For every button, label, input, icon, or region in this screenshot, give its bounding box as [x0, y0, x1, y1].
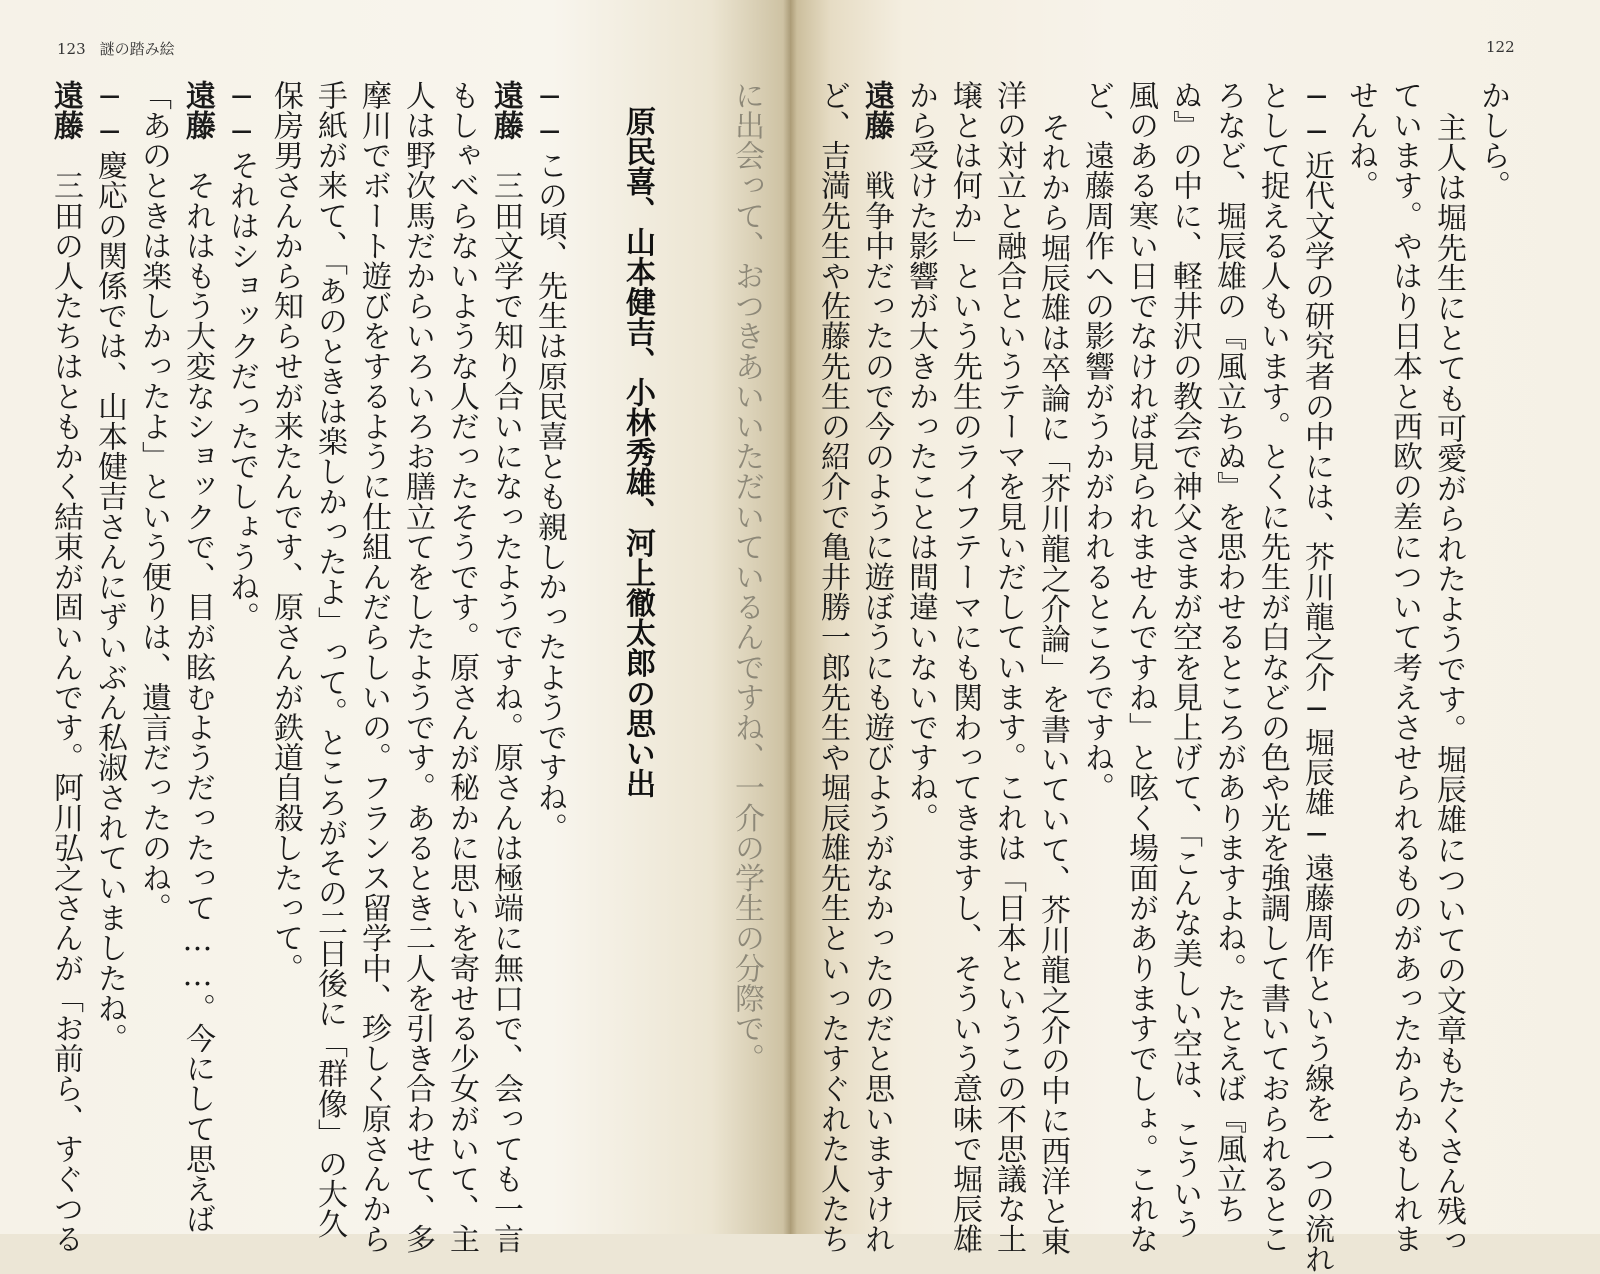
column-text: 人は野次馬だからいろいろお膳立てをしたようです。あるとき二人を引き合わせて、多 [400, 80, 435, 1254]
column-text: もしゃべらないような人だったそうです。原さんが秘かに思いを寄せる少女がいて、主 [444, 80, 479, 1254]
column-text: から受けた影響が大きかったことは間違いないですね。 [903, 80, 938, 833]
text-column [43, 80, 87, 1254]
text-column [986, 80, 1030, 1254]
text-column [307, 80, 351, 1239]
column-text: 摩川でボート遊びをするように仕組んだらしいの。フランス留学中、珍しく原さんから [356, 80, 391, 1254]
text-column [87, 80, 131, 1220]
column-text: 「あのときは楽しかったよ」という便りは、遺言だったのね。 [136, 80, 171, 923]
text-column [1118, 80, 1162, 1254]
text-column [483, 80, 527, 1254]
column-text: ど、遠藤周作への影響がうかがわれるところですね。 [1079, 80, 1114, 803]
column-speaker: 遠藤 [180, 80, 215, 141]
text-column [1338, 80, 1382, 1220]
column-text: それはもう大変なショックで、目が眩むようだったって……。今にして思えば [180, 140, 215, 1234]
column-speaker: 遠藤 [488, 80, 523, 141]
column-text: に出会って、おつきあいいただいているんですね、一介の学生の分際で。 [729, 80, 764, 1074]
text-column [131, 80, 175, 1220]
column-text: ──この頃、先生は原民喜とも親しかったようですね。 [532, 80, 567, 843]
column-text: 風のある寒い日でなければ見られませんですね」と呟く場面がありますでしょ。これな [1123, 80, 1158, 1254]
column-speaker: 遠藤 [48, 80, 83, 141]
left-page-number: 123 [57, 40, 86, 58]
text-column [1162, 80, 1206, 1239]
column-text: 三田の人たちはともかく結束が固いんです。阿川弘之さんが「お前ら、すぐつる [48, 140, 83, 1254]
text-column [1426, 112, 1470, 1256]
text-column-faded [724, 80, 768, 1220]
column-text: 戦争中だったので今のように遊ぼうにも遊びようがなかったのだと思いますけれ [859, 140, 894, 1254]
column-text: ど、吉満先生や佐藤先生の紹介で亀井勝一郎先生や堀辰雄先生といったすぐれた人たち [815, 80, 850, 1254]
column-text: ──近代文学の研究者の中には、芥川龍之介─堀辰雄─遠藤周作という線を一つの流れ [1299, 80, 1334, 1274]
text-column [1470, 80, 1514, 1220]
text-column [810, 80, 854, 1254]
section-heading: 原民喜、山本健吉、小林秀雄、河上徹太郎の思い出 [620, 106, 655, 799]
right-page-number: 122 [1486, 38, 1515, 56]
text-column [898, 80, 942, 1220]
column-text: それから堀辰雄は卒論に「芥川龍之介論」を書いていて、芥川龍之介の中に西洋と東 [1035, 112, 1070, 1256]
column-text: ろなど、堀辰雄の『風立ちぬ』を思わせるところがありますよね。たとえば『風立ち [1211, 80, 1246, 1224]
text-column [175, 80, 219, 1234]
text-column [1294, 80, 1338, 1274]
column-text: として捉える人もいます。とくに先生が白などの色や光を強調して書いておられるとこ [1255, 80, 1290, 1254]
column-text: 三田文学で知り合いになったようですね。原さんは極端に無口で、会っても一言 [488, 140, 523, 1254]
left-page [0, 0, 790, 1254]
text-column [219, 80, 263, 1220]
text-column [263, 80, 307, 1220]
text-column [439, 80, 483, 1254]
text-column [1250, 80, 1294, 1254]
text-column [527, 80, 571, 1220]
column-text: 手紙が来て、「あのときは楽しかったよ」って。ところがその二日後に「群像」の大久 [312, 80, 347, 1239]
column-text: ──それはショックだったでしょうね。 [224, 80, 259, 632]
right-page [729, 0, 1600, 1274]
text-column [1074, 80, 1118, 1220]
text-column [1030, 112, 1074, 1256]
text-column [351, 80, 395, 1254]
column-text: ──慶応の関係では、山本健吉さんにずいぶん私淑されていましたね。 [92, 80, 127, 1054]
column-text: 洋の対立と融合というテーマを見いだしています。これは「日本というこの不思議な土 [991, 80, 1026, 1254]
column-text: ぬ』の中に、軽井沢の教会で神父さまが空を見上げて、「こんな美しい空は、こういう [1167, 80, 1202, 1239]
text-column [1206, 80, 1250, 1224]
text-column [1382, 80, 1426, 1254]
column-text: 壌とは何か」という先生のライフテーマにも関わってきますし、そういう意味で堀辰雄 [947, 80, 982, 1254]
column-text: 保房男さんから知らせが来たんです、原さんが鉄道自殺したって。 [268, 80, 303, 983]
text-column [942, 80, 986, 1254]
book-gutter [783, 0, 797, 1234]
column-text: ています。やはり日本と西欧の差について考えさせられるものがあったからかもしれま [1387, 80, 1422, 1254]
running-title: 謎の踏み絵 [99, 40, 175, 58]
column-speaker: 遠藤 [859, 80, 894, 141]
column-text: せんね。 [1343, 80, 1378, 201]
column-text: 主人は堀先生にとても可愛がられたようです。堀辰雄についての文章もたくさん残っ [1431, 112, 1466, 1256]
text-column [854, 80, 898, 1254]
text-column [395, 80, 439, 1254]
column-text: かしら。 [1475, 80, 1510, 201]
left-page-header [57, 38, 175, 59]
right-page-header [1486, 38, 1515, 56]
